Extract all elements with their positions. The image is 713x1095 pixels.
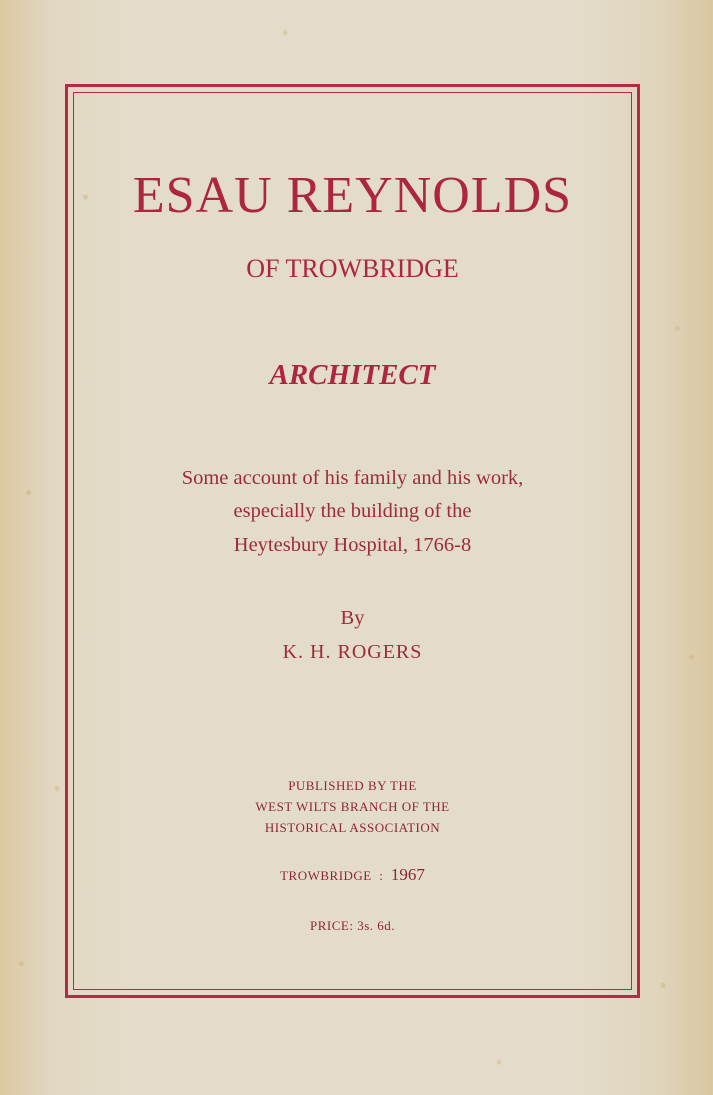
publisher-line-1: PUBLISHED BY THE <box>288 778 417 793</box>
book-role: ARCHITECT <box>269 359 436 391</box>
publication-place: TROWBRIDGE <box>280 868 372 883</box>
book-subtitle: OF TROWBRIDGE <box>246 254 459 283</box>
author-name: K. H. ROGERS <box>282 641 423 663</box>
place-year-separator: : <box>379 868 384 883</box>
book-title: ESAU REYNOLDS <box>132 167 573 224</box>
by-label: By <box>340 607 365 629</box>
publication-year: 1967 <box>390 865 425 884</box>
publication-place-year <box>73 865 632 886</box>
description-line-3: Heytesbury Hospital, 1766-8 <box>233 534 472 556</box>
description-line-1: Some account of his family and his work, <box>181 467 524 489</box>
price-label: PRICE: 3s. 6d. <box>309 918 395 933</box>
publisher-line-3: HISTORICAL ASSOCIATION <box>264 820 441 835</box>
publisher-line-2: WEST WILTS BRANCH OF THE <box>255 799 450 814</box>
description-line-2: especially the building of the <box>233 500 472 522</box>
